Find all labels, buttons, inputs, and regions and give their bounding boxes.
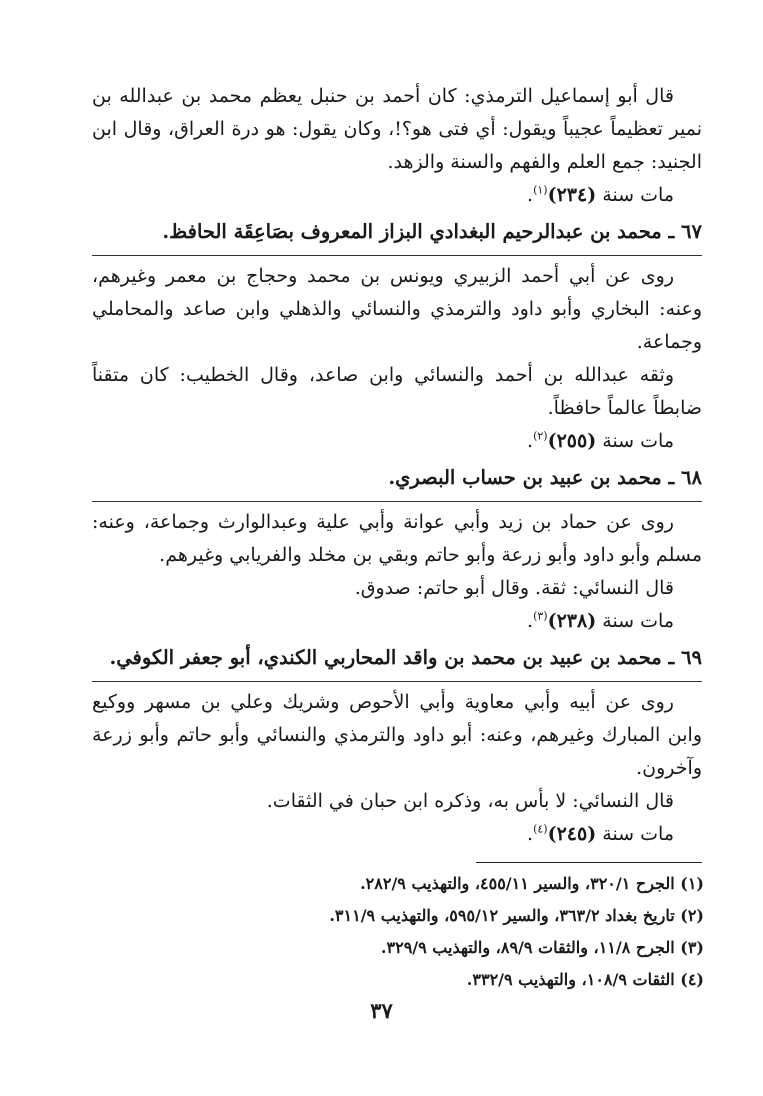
footnote-ref: (٢) — [533, 429, 548, 443]
entry-death-line: مات سنة (٢٣٨)$^{(٣)}$. — [527, 609, 674, 632]
footnote-divider — [476, 862, 702, 863]
death-year: (٢٣٤) — [547, 184, 597, 206]
entry-number: ٦٨ ـ — [668, 466, 702, 489]
entry-narration: روى عن أبيه وأبي معاوية وأبي الأحوص وشريك وعلي بن مسهر ووكيع وابن المبارك وغيرهم، وعنه: أبو داود والترمذي والنسائي وأبو حاتم وأبو زرعة وآخرون. — [92, 691, 702, 779]
entry-heading — [92, 215, 702, 256]
entry-heading — [92, 461, 702, 502]
footnote: (٣) الجرح ١١/٨، والثقات ٨٩/٩، والتهذيب ٣٢٩/٩. — [380, 938, 704, 957]
entry-name: محمد بن عبيد بن حساب البصري. — [388, 466, 662, 489]
entry-grading: وثقه عبدالله بن أحمد والنسائي وابن صاعد، وقال الخطيب: كان متقناً ضابطاً عالماً حافظاً. — [92, 364, 702, 419]
footnote-ref: (٤) — [533, 822, 548, 836]
intro-death-line: مات سنة (٢٣٤)$^{(١)}$. — [527, 183, 674, 206]
death-year: (٢٤٥) — [547, 823, 597, 845]
death-year: (٢٣٨) — [547, 610, 597, 632]
footnote: (٢) تاريخ بغداد ٣٦٣/٢، والسير ٥٩٥/١٢، والتهذيب ٣١١/٩. — [329, 906, 704, 925]
footnote: (٤) الثقات ١٠٨/٩، والتهذيب ٣٣٢/٩. — [466, 970, 704, 989]
entry-grading: قال النسائي: لا بأس به، وذكره ابن حبان في الثقات. — [266, 790, 674, 812]
footnote-ref: (٣) — [533, 609, 548, 623]
footnote: (١) الجرح ٣٢٠/١، والسير ٤٥٥/١١، والتهذيب ٢٨٢/٩. — [360, 874, 704, 893]
entry-narration: روى عن أبي أحمد الزبيري ويونس بن محمد وحجاج بن معمر وغيرهم، وعنه: البخاري وأبو داود والترمذي والنسائي والذهلي وابن صاعد والمحاملي وجماعة. — [92, 265, 702, 353]
death-year: (٢٥٥) — [547, 430, 597, 452]
death-label: مات سنة — [602, 430, 674, 452]
page-body — [92, 80, 702, 851]
death-label: مات سنة — [602, 823, 674, 845]
footnotes — [250, 868, 704, 996]
death-label: مات سنة — [602, 184, 674, 206]
entry-grading: قال النسائي: ثقة. وقال أبو حاتم: صدوق. — [354, 577, 674, 599]
entry-death-line: مات سنة (٢٥٥)$^{(٢)}$. — [527, 429, 674, 452]
entry-number: ٦٩ ـ — [668, 646, 702, 669]
entry-name: محمد بن عبيد بن محمد بن واقد المحاربي الكندي، أبو جعفر الكوفي. — [109, 646, 662, 669]
entry-death-line: مات سنة (٢٤٥)$^{(٤)}$. — [527, 822, 674, 845]
page-number: ٣٧ — [370, 998, 393, 1023]
entry-number: ٦٧ ـ — [668, 220, 702, 243]
entry-name: محمد بن عبدالرحيم البغدادي البزاز المعروف بصَاعِقَة الحافظ. — [162, 220, 662, 243]
entry-narration: روى عن حماد بن زيد وأبي عوانة وأبي علية وعبدالوارث وجماعة، وعنه: مسلم وأبو داود وأبو زرعة وأبو حاتم وبقي بن مخلد والفريابي وغيرهم. — [92, 511, 702, 566]
death-label: مات سنة — [602, 610, 674, 632]
footnote-ref: (١) — [533, 183, 548, 197]
intro-paragraph: قال أبو إسماعيل الترمذي: كان أحمد بن حنبل يعظم محمد بن عبدالله بن نمير تعظيماً عجيباً ويقول: أي فتى هو؟!، وكان يقول: هو درة العراق، وقال ابن الجنيد: جمع العلم والفهم والسنة والزهد. — [92, 85, 702, 173]
entry-heading — [92, 641, 702, 682]
